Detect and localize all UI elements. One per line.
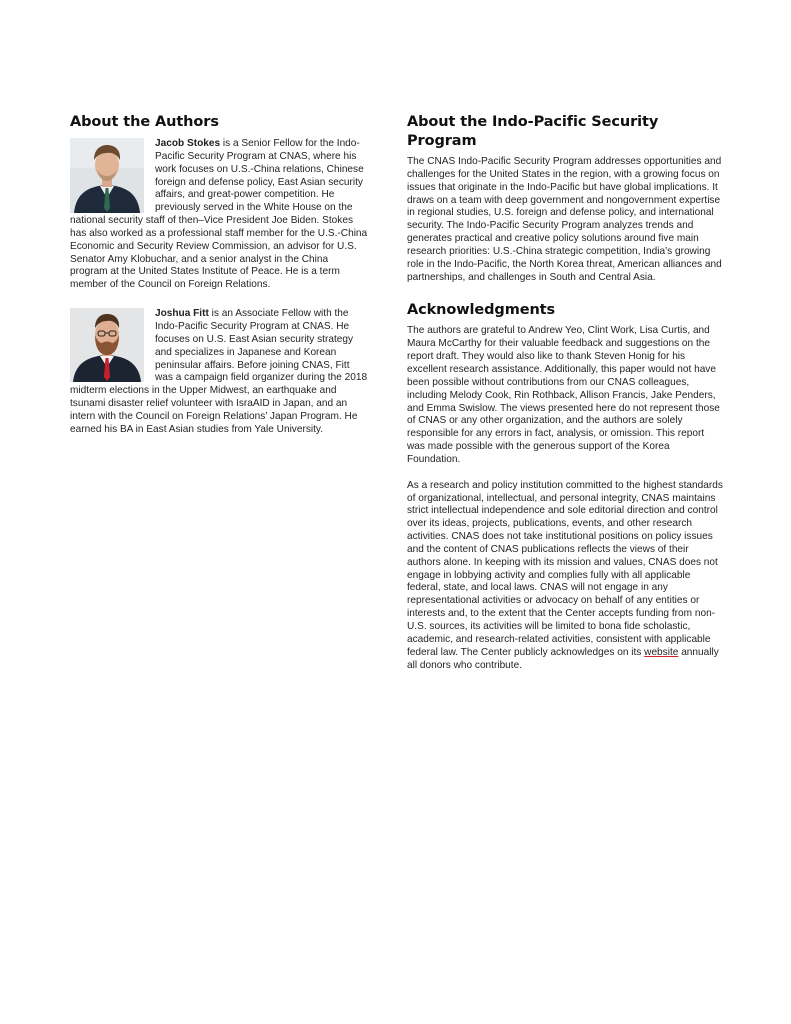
author-bio-stokes xyxy=(70,138,368,292)
policy-statement xyxy=(407,480,723,673)
program-description: The CNAS Indo-Pacific Security Program addresses opportunities and challenges for the United States in the region, with a growing focus on issues that originate in the Indo-Pacific but have global implications. It draws on a team with deep government and nongovernment expertise in regional studies, U.S. foreign and defense policy, and international security. The Indo-Pacific Security Program analyzes trends and generates practical and creative policy solutions around five main research priorities: U.S.-China strategic competition, India’s growing role in the Indo-Pacific, the North Korea threat, American alliances and partnerships, and challenges in South and Central Asia. xyxy=(407,156,722,283)
left-column xyxy=(70,113,368,437)
policy-statement-end: annually all donors who contribute. xyxy=(407,646,719,671)
author-photo-stokes xyxy=(70,138,144,213)
author-bio-fitt xyxy=(70,308,368,436)
website-link[interactable]: website xyxy=(644,646,679,658)
right-column xyxy=(407,113,723,672)
author-name-stokes: Jacob Stokes xyxy=(155,138,221,149)
authors-heading: About the Authors xyxy=(70,114,219,130)
policy-statement-text: As a research and policy institution committed to the highest standards of organizational, intellectual, and personal integrity, CNAS maintains strict intellectual independence and sole editorial direction and control over its ideas, projects, publications, events, and other research activities. CNAS does not take institutional positions on policy issues and the content of CNAS publications reflects the views of their authors alone. In keeping with its mission and values, CNAS does not engage in lobbying activity and complies fully with all applicable federal, state, and local laws. CNAS will not engage in any representational activities or advocacy on behalf of any entities or interests and, to the extent that the Center accepts funding from non-U.S. sources, its activities will be limited to bona fide scholastic, academic, and research-related activities, consistent with applicable federal law. The Center publicly acknowledges on its xyxy=(407,479,723,658)
acknowledgments-text: The authors are grateful to Andrew Yeo, Clint Work, Lisa Curtis, and Maura McCarthy for their valuable feedback and suggestions on the report draft. They would also like to thank Steven Honig for his excellent research assistance. Additionally, this paper would not have been possible without contributions from our CNAS colleagues, including Melody Cook, Rin Rothback, Allison Francis, Jake Penders, and Emma Swislow. The views presented here do not represent those of CNAS or any other organization, and the authors are solely responsible for any errors in fact, analysis, or omission. This report was made possible with the generous support of the Korea Foundation. xyxy=(407,325,720,465)
author-description-fitt: is an Associate Fellow with the Indo-Pacific Security Program at CNAS. He focuses on U.S. East Asian security strategy and specializes in Japanese and Korean peninsular affairs. Before joining CNAS, Fitt was a campaign field organizer during the 2018 midterm elections in the Upper Midwest, an earthquake and tsunami disaster relief volunteer with IsraAID in Japan, and an intern with the Council on Foreign Relations’ Japan Program. He earned his BA in East Asian studies from Yale University. xyxy=(70,308,368,435)
author-photo-fitt xyxy=(70,308,144,382)
program-heading: About the Indo-Pacific Security Program xyxy=(407,114,659,149)
acknowledgments-heading: Acknowledgments xyxy=(407,302,556,319)
author-description-stokes: is a Senior Fellow for the Indo-Pacific Security Program at CNAS, where his work focuses on U.S.-China relations, Chinese foreign and defense policy, East Asian security affairs, and great-power competition. He previously served in the White House on the national security staff of then–Vice President Joe Biden. Stokes has also worked as a professional staff member for the U.S.-China Economic and Security Review Commission, an advisor for U.S. Senator Amy Klobuchar, and a senior analyst in the China program at the United States Institute of Peace. He is a term member of the Council on Foreign Relations. xyxy=(70,138,368,291)
author-name-fitt: Joshua Fitt xyxy=(155,308,209,320)
